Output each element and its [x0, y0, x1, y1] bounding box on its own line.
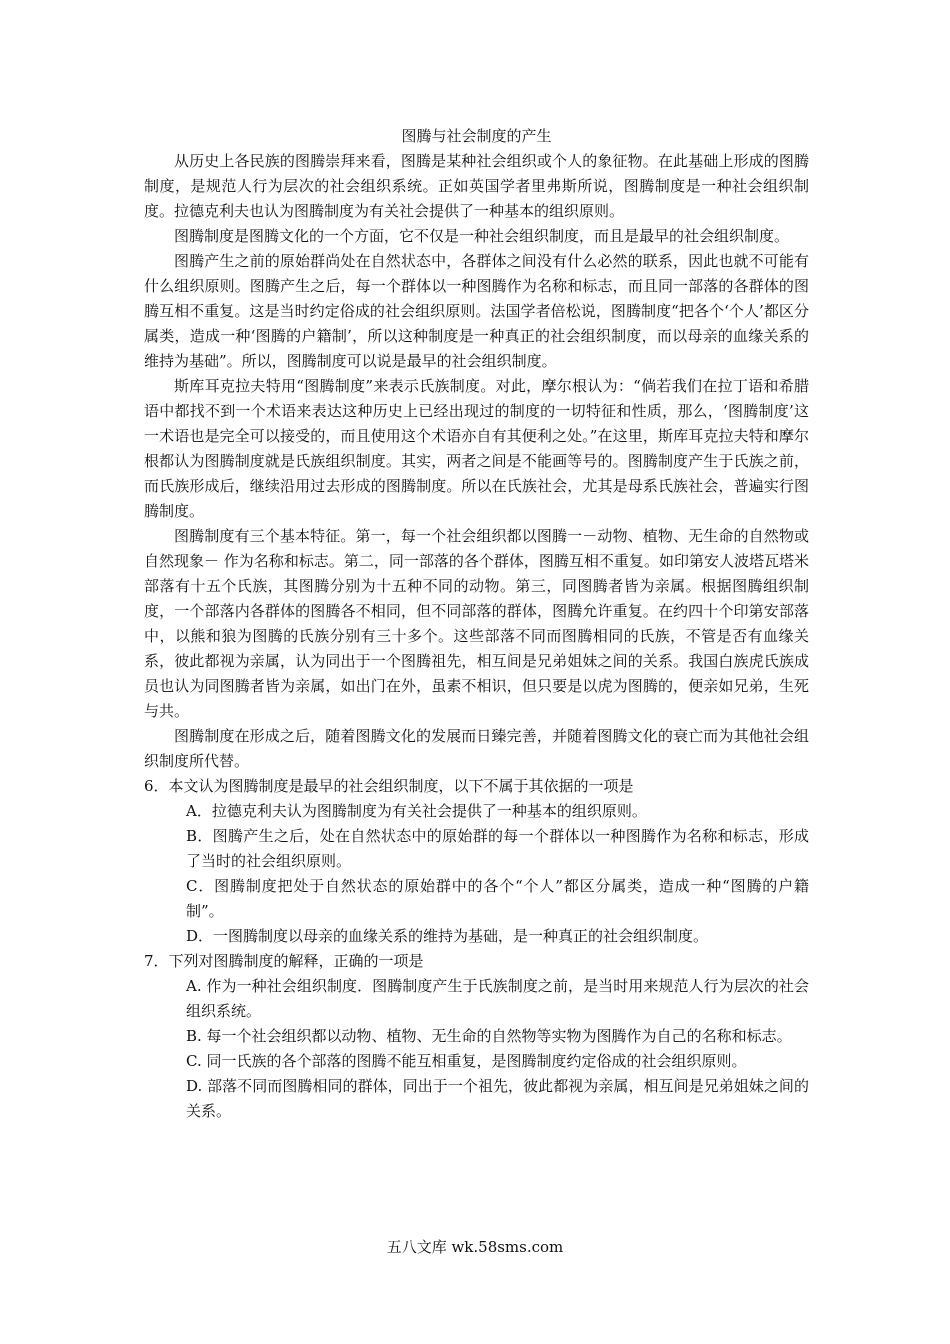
paragraph-2: 图腾制度是图腾文化的一个方面，它不仅是一种社会组织制度，而且是最早的社会组织制度。 [174, 227, 790, 245]
question-6-option-d: D．一图腾制度以母亲的血缘关系的维持为基础，是一种真正的社会组织制度。 [186, 927, 709, 945]
question-number: 7． [144, 952, 169, 970]
paragraph-1: 从历史上各民族的图腾崇拜来看，图腾是某种社会组织或个人的象征物。在此基础上形成的图腾制度，是规范人行为层次的社会组织系统。正如英国学者里弗斯所说，图腾制度是一种社会组织制度。拉德克利夫也认为图腾制度为有关社会提供了一种基本的组织原则。 [144, 152, 809, 220]
paragraph-3: 图腾产生之前的原始群尚处在自然状态中，各群体之间没有什么必然的联系，因此也就不可能有什么组织原则。图腾产生之后，每一个群体以一种图腾作为名称和标志，而且同一部落的各群体的图腾互相不重复。这是当时约定俗成的社会组织原则。法国学者倍松说，图腾制度“把各个‘个人’都区分属类，造成一种‘图腾的户籍制’，所以这种制度是一种真正的社会组织制度，而以母亲的血缘关系的维持为基础”。所以，图腾制度可以说是最早的社会组织制度。 [144, 252, 809, 370]
question-6-option-a: A．拉德克利夫认为图腾制度为有关社会提供了一种基本的组织原则。 [186, 802, 647, 820]
question-7-option-b: B. 每一个社会组织都以动物、植物、无生命的自然物等实物为图腾作为自己的名称和标志。 [186, 1027, 792, 1045]
article-title: 图腾与社会制度的产生 [401, 127, 552, 145]
question-6 [144, 774, 809, 799]
question-stem: 本文认为图腾制度是最早的社会组织制度，以下不属于其依据的一项是 [168, 777, 634, 795]
question-7-option-d: D. 部落不同而图腾相同的群体，同出于一个祖先，彼此都视为亲属，相互间是兄弟姐妹之间的关系。 [186, 1077, 809, 1120]
question-stem: 下列对图腾制度的解释，正确的一项是 [168, 952, 424, 970]
question-7-option-c: C. 同一氏族的各个部落的图腾不能互相重复，是图腾制度约定俗成的社会组织原则。 [186, 1052, 747, 1070]
question-7-option-a: A. 作为一种社会组织制度．图腾制度产生于氏族制度之前，是当时用来规范人行为层次的社会组织系统。 [186, 977, 809, 1020]
paragraph-5: 图腾制度有三个基本特征。第一，每一个社会组织都以图腾一－动物、植物、无生命的自然物或自然现象－ 作为名称和标志。第二，同一部落的各个群体，图腾互相不重复。如印第安人波塔瓦塔米部落有十五个氏族，其图腾分别为十五种不同的动物。第三，同图腾者皆为亲属。根据图腾组织制度，一个部落内各群体的图腾各不相同，但不同部落的群体，图腾允许重复。在约四十个印第安部落中，以熊和狼为图腾的氏族分别有三十多个。这些部落不同而图腾相同的氏族，不管是否有血缘关系，彼此都视为亲属，认为同出于一个图腾祖先，相互间是兄弟姐妹之间的关系。我国白族虎氏族成员也认为同图腾者皆为亲属，如出门在外，虽素不相识，但只要是以虎为图腾的，便亲如兄弟，生死与共。 [144, 527, 809, 720]
question-number: 6． [144, 777, 169, 795]
question-6-option-c: C．图腾制度把处于自然状态的原始群中的各个“个人”都区分属类，造成一种“图腾的户籍制”。 [186, 877, 809, 920]
paragraph-4: 斯库耳克拉夫特用“图腾制度”来表示氏族制度。对此，摩尔根认为：“倘若我们在拉丁语和希腊语中都找不到一个术语来表达这种历史上已经出现过的制度的一切特征和性质，那么，‘图腾制度’这一术语也是完全可以接受的，而且使用这个术语亦自有其便利之处。”在这里，斯库耳克拉夫特和摩尔根都认为图腾制度就是氏族组织制度。其实，两者之间是不能画等号的。图腾制度产生于氏族之前，而氏族形成后，继续沿用过去形成的图腾制度。所以在氏族社会，尤其是母系氏族社会，普遍实行图腾制度。 [144, 377, 809, 520]
document-body [144, 124, 809, 1124]
paragraph-6: 图腾制度在形成之后，随着图腾文化的发展而日臻完善，并随着图腾文化的衰亡而为其他社会组织制度所代替。 [144, 727, 809, 770]
question-7 [144, 949, 809, 974]
question-6-option-b: B．图腾产生之后，处在自然状态中的原始群的每一个群体以一种图腾作为名称和标志，形成了当时的社会组织原则。 [186, 827, 809, 870]
page-footer: 五八文库 wk.58sms.com [386, 1238, 564, 1256]
